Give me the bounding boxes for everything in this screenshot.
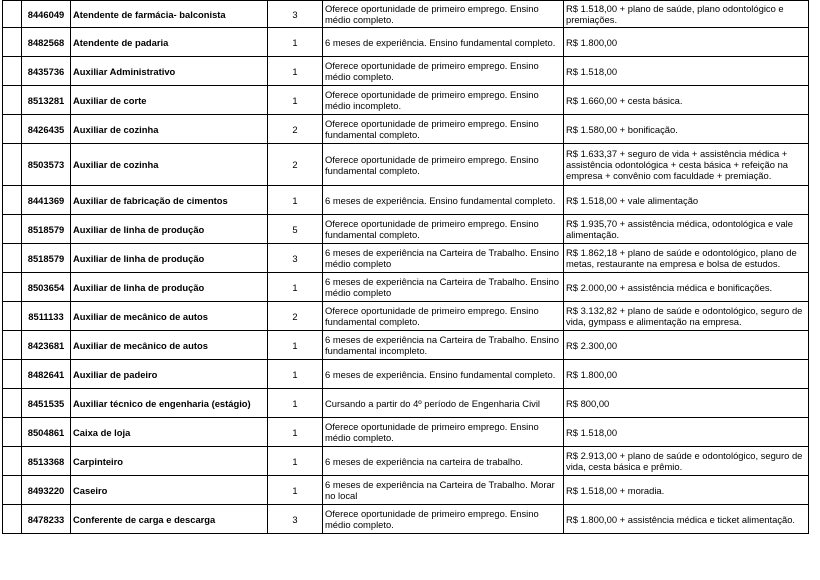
job-code-cell: 8426435 — [22, 115, 71, 144]
row-marker-cell — [3, 57, 22, 86]
job-title-cell: Carpinteiro — [71, 447, 268, 476]
table-row — [3, 144, 809, 186]
job-title-cell: Atendente de farmácia- balconista — [71, 1, 268, 28]
requirements-cell: Oferece oportunidade de primeiro emprego. Ensino fundamental completo. — [323, 115, 564, 144]
job-code-cell: 8435736 — [22, 57, 71, 86]
vacancies-cell: 1 — [268, 86, 323, 115]
requirements-cell: 6 meses de experiência na Carteira de Trabalho. Ensino médio completo — [323, 244, 564, 273]
row-marker-cell — [3, 244, 22, 273]
job-title-cell: Auxiliar de mecânico de autos — [71, 302, 268, 331]
job-title-cell: Auxiliar de padeiro — [71, 360, 268, 389]
table-row — [3, 273, 809, 302]
row-marker-cell — [3, 476, 22, 505]
row-marker-cell — [3, 144, 22, 186]
table-row — [3, 57, 809, 86]
salary-benefits-cell: R$ 2.913,00 + plano de saúde e odontológico, seguro de vida, cesta básica e prêmio. — [564, 447, 809, 476]
vacancies-cell: 5 — [268, 215, 323, 244]
job-table — [2, 0, 809, 534]
salary-benefits-cell: R$ 1.518,00 + plano de saúde, plano odontológico e premiações. — [564, 1, 809, 28]
job-title-cell: Auxiliar de linha de produção — [71, 244, 268, 273]
vacancies-cell: 3 — [268, 505, 323, 534]
table-row — [3, 186, 809, 215]
table-row — [3, 505, 809, 534]
salary-benefits-cell: R$ 1.800,00 — [564, 28, 809, 57]
salary-benefits-cell: R$ 2.000,00 + assistência médica e bonificações. — [564, 273, 809, 302]
vacancies-cell: 1 — [268, 186, 323, 215]
vacancies-cell: 2 — [268, 144, 323, 186]
job-title-cell: Auxiliar Administrativo — [71, 57, 268, 86]
job-code-cell: 8513281 — [22, 86, 71, 115]
vacancies-cell: 1 — [268, 389, 323, 418]
vacancies-cell: 1 — [268, 418, 323, 447]
vacancies-cell: 1 — [268, 57, 323, 86]
row-marker-cell — [3, 360, 22, 389]
table-row — [3, 1, 809, 28]
job-title-cell: Atendente de padaria — [71, 28, 268, 57]
job-title-cell: Conferente de carga e descarga — [71, 505, 268, 534]
vacancies-cell: 3 — [268, 244, 323, 273]
job-title-cell: Auxiliar de cozinha — [71, 115, 268, 144]
vacancies-cell: 1 — [268, 476, 323, 505]
table-row — [3, 389, 809, 418]
job-code-cell: 8513368 — [22, 447, 71, 476]
requirements-cell: Oferece oportunidade de primeiro emprego. Ensino médio completo. — [323, 1, 564, 28]
row-marker-cell — [3, 302, 22, 331]
job-code-cell: 8423681 — [22, 331, 71, 360]
table-row — [3, 115, 809, 144]
job-title-cell: Auxiliar de mecânico de autos — [71, 331, 268, 360]
vacancies-cell: 1 — [268, 360, 323, 389]
requirements-cell: 6 meses de experiência na carteira de trabalho. — [323, 447, 564, 476]
row-marker-cell — [3, 273, 22, 302]
requirements-cell: Oferece oportunidade de primeiro emprego. Ensino médio completo. — [323, 418, 564, 447]
salary-benefits-cell: R$ 1.518,00 + moradia. — [564, 476, 809, 505]
requirements-cell: 6 meses de experiência. Ensino fundamental completo. — [323, 360, 564, 389]
vacancies-cell: 1 — [268, 447, 323, 476]
job-code-cell: 8482641 — [22, 360, 71, 389]
salary-benefits-cell: R$ 1.660,00 + cesta básica. — [564, 86, 809, 115]
salary-benefits-cell: R$ 2.300,00 — [564, 331, 809, 360]
salary-benefits-cell: R$ 1.580,00 + bonificação. — [564, 115, 809, 144]
salary-benefits-cell: R$ 1.518,00 + vale alimentação — [564, 186, 809, 215]
table-row — [3, 360, 809, 389]
job-title-cell: Auxiliar de corte — [71, 86, 268, 115]
table-row — [3, 476, 809, 505]
requirements-cell: 6 meses de experiência. Ensino fundamental completo. — [323, 186, 564, 215]
job-code-cell: 8504861 — [22, 418, 71, 447]
vacancies-cell: 3 — [268, 1, 323, 28]
vacancies-cell: 1 — [268, 273, 323, 302]
row-marker-cell — [3, 215, 22, 244]
job-title-cell: Auxiliar de linha de produção — [71, 273, 268, 302]
row-marker-cell — [3, 1, 22, 28]
requirements-cell: Oferece oportunidade de primeiro emprego. Ensino fundamental completo. — [323, 215, 564, 244]
salary-benefits-cell: R$ 800,00 — [564, 389, 809, 418]
requirements-cell: Oferece oportunidade de primeiro emprego. Ensino médio incompleto. — [323, 86, 564, 115]
salary-benefits-cell: R$ 1.800,00 + assistência médica e ticket alimentação. — [564, 505, 809, 534]
vacancies-cell: 2 — [268, 302, 323, 331]
job-code-cell: 8503573 — [22, 144, 71, 186]
requirements-cell: 6 meses de experiência na Carteira de Trabalho. Morar no local — [323, 476, 564, 505]
requirements-cell: Oferece oportunidade de primeiro emprego. Ensino médio completo. — [323, 57, 564, 86]
row-marker-cell — [3, 28, 22, 57]
requirements-cell: 6 meses de experiência na Carteira de Trabalho. Ensino fundamental incompleto. — [323, 331, 564, 360]
job-code-cell: 8518579 — [22, 244, 71, 273]
salary-benefits-cell: R$ 1.518,00 — [564, 57, 809, 86]
row-marker-cell — [3, 505, 22, 534]
job-code-cell: 8493220 — [22, 476, 71, 505]
row-marker-cell — [3, 86, 22, 115]
table-row — [3, 447, 809, 476]
vacancies-cell: 1 — [268, 28, 323, 57]
job-code-cell: 8446049 — [22, 1, 71, 28]
salary-benefits-cell: R$ 1.518,00 — [564, 418, 809, 447]
job-code-cell: 8441369 — [22, 186, 71, 215]
row-marker-cell — [3, 331, 22, 360]
row-marker-cell — [3, 186, 22, 215]
table-row — [3, 331, 809, 360]
job-title-cell: Auxiliar de linha de produção — [71, 215, 268, 244]
job-code-cell: 8511133 — [22, 302, 71, 331]
salary-benefits-cell: R$ 1.862,18 + plano de saúde e odontológico, plano de metas, restaurante na empresa e bolsa de estudos. — [564, 244, 809, 273]
job-code-cell: 8482568 — [22, 28, 71, 57]
vacancies-cell: 1 — [268, 331, 323, 360]
vacancies-cell: 2 — [268, 115, 323, 144]
requirements-cell: Oferece oportunidade de primeiro emprego. Ensino fundamental completo. — [323, 144, 564, 186]
row-marker-cell — [3, 115, 22, 144]
job-code-cell: 8503654 — [22, 273, 71, 302]
job-code-cell: 8518579 — [22, 215, 71, 244]
table-row — [3, 418, 809, 447]
row-marker-cell — [3, 447, 22, 476]
job-title-cell: Caseiro — [71, 476, 268, 505]
job-title-cell: Auxiliar de fabricação de cimentos — [71, 186, 268, 215]
salary-benefits-cell: R$ 3.132,82 + plano de saúde e odontológico, seguro de vida, gympass e alimentação na empresa. — [564, 302, 809, 331]
job-title-cell: Auxiliar de cozinha — [71, 144, 268, 186]
salary-benefits-cell: R$ 1.633,37 + seguro de vida + assistência médica + assistência odontológica + cesta básica + refeição na empresa + convênio com faculdade + premiação. — [564, 144, 809, 186]
requirements-cell: Cursando a partir do 4º período de Engenharia Civil — [323, 389, 564, 418]
requirements-cell: Oferece oportunidade de primeiro emprego. Ensino médio completo. — [323, 505, 564, 534]
salary-benefits-cell: R$ 1.935,70 + assistência médica, odontológica e vale alimentação. — [564, 215, 809, 244]
requirements-cell: 6 meses de experiência na Carteira de Trabalho. Ensino médio completo — [323, 273, 564, 302]
table-row — [3, 86, 809, 115]
table-row — [3, 302, 809, 331]
job-code-cell: 8451535 — [22, 389, 71, 418]
job-code-cell: 8478233 — [22, 505, 71, 534]
table-row — [3, 28, 809, 57]
job-table-body — [3, 1, 809, 534]
requirements-cell: Oferece oportunidade de primeiro emprego. Ensino fundamental completo. — [323, 302, 564, 331]
row-marker-cell — [3, 389, 22, 418]
job-title-cell: Caixa de loja — [71, 418, 268, 447]
requirements-cell: 6 meses de experiência. Ensino fundamental completo. — [323, 28, 564, 57]
table-row — [3, 244, 809, 273]
job-title-cell: Auxiliar técnico de engenharia (estágio) — [71, 389, 268, 418]
salary-benefits-cell: R$ 1.800,00 — [564, 360, 809, 389]
row-marker-cell — [3, 418, 22, 447]
table-row — [3, 215, 809, 244]
